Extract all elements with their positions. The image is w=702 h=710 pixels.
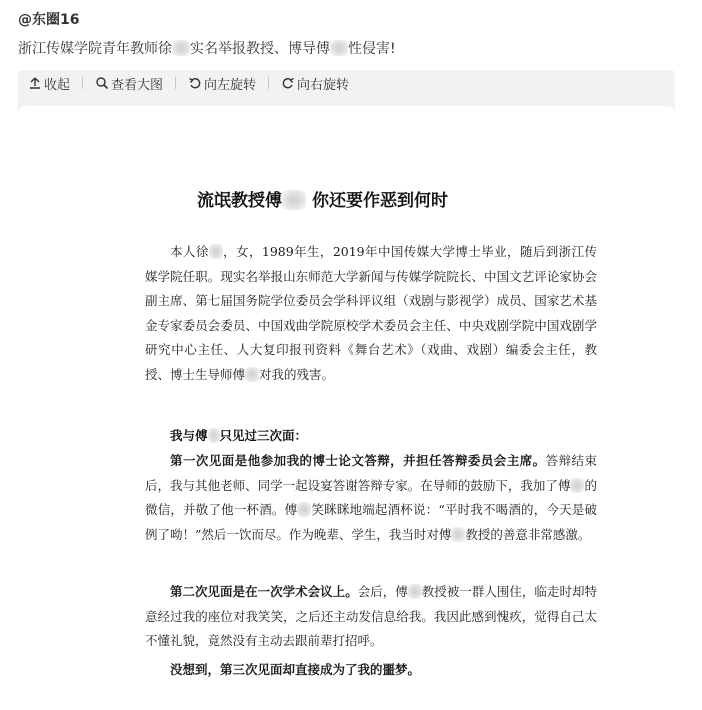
collapse-icon bbox=[28, 76, 42, 90]
post-text-part: 性侵害! bbox=[348, 41, 396, 57]
image-toolbar bbox=[18, 70, 675, 96]
collapse-label: 收起 bbox=[44, 77, 71, 93]
third-meeting-paragraph bbox=[145, 658, 597, 683]
first-part: 答辩结束后，我与其他老师、同学一起设宴答谢答辩专家。在导师的鼓励下，我加了傅 bbox=[145, 453, 597, 493]
rotate-right-button[interactable] bbox=[281, 74, 349, 93]
toolbar-divider bbox=[175, 77, 176, 89]
third-meeting-bold: 没想到，第三次见面却直接成为了我的噩梦。 bbox=[170, 662, 421, 677]
document-title-part: 流氓教授傅 bbox=[197, 191, 282, 211]
second-meeting-bold: 第二次见面是在一次学术会议上。 bbox=[170, 584, 358, 599]
redacted-name-blur bbox=[297, 502, 311, 517]
post-text-part: 实名举报教授、博导傅 bbox=[190, 41, 330, 57]
first-part: 的微信，并敬了他一杯酒。傅 bbox=[145, 477, 597, 517]
redacted-name-blur bbox=[408, 584, 422, 599]
rotate-right-label: 向右旋转 bbox=[297, 77, 350, 93]
redacted-name-blur bbox=[245, 367, 259, 382]
toolbar-divider bbox=[268, 77, 269, 89]
rotate-left-button[interactable] bbox=[188, 74, 256, 93]
first-meeting-paragraph bbox=[145, 449, 597, 547]
second-part: 会后，傅 bbox=[357, 584, 408, 599]
redacted-name-blur bbox=[282, 190, 306, 210]
username[interactable]: @东圈16 bbox=[18, 12, 80, 28]
document-title-part: 你还要作恶到何时 bbox=[312, 191, 448, 211]
first-part: 笑眯眯地端起酒杯说：“平时我不喝酒的，今天是破例了呦！”然后一饮而尽。作为晚辈、学生，我当时对傅 bbox=[145, 502, 597, 542]
document-image[interactable] bbox=[18, 106, 675, 710]
view-large-label: 查看大图 bbox=[111, 77, 164, 93]
rotate-left-icon bbox=[188, 76, 202, 90]
first-meeting-bold: 第一次见面是他参加我的博士论文答辩，并担任答辩委员会主席。 bbox=[170, 453, 546, 468]
second-meeting-paragraph bbox=[145, 580, 597, 654]
redacted-name-blur bbox=[570, 478, 584, 493]
view-large-button[interactable] bbox=[95, 74, 163, 93]
rotate-left-label: 向左旋转 bbox=[204, 77, 257, 93]
search-icon bbox=[95, 76, 109, 90]
redacted-name-blur bbox=[208, 428, 220, 443]
collapse-button[interactable] bbox=[28, 74, 70, 93]
redacted-name-blur bbox=[172, 40, 190, 56]
section-heading bbox=[145, 424, 597, 449]
heading-part: 我与傅 bbox=[170, 428, 208, 443]
second-part: 教授被一群人围住，临走时却特意经过我的座位对我笑笑，之后还主动发信息给我。我因此感到愧疚，觉得自己太不懂礼貌，竟然没有主动去跟前辈打招呼。 bbox=[145, 584, 597, 648]
intro-part: ，女，1989年生，2019年中国传媒大学博士毕业，随后到浙江传媒学院任职。现实名举报山东师范大学新闻与传媒学院院长、中国文艺评论家协会副主席、第七届国务院学位委员会学科评议组（戏剧与影视学）成员、国家艺术基金专家委员会委员、中国戏曲学院原校学术委员会主任、中央戏剧学院中国戏剧学研究中心主任、人大复印报刊资料《舞台艺术》（戏曲、戏剧）编委会主任，教授、博士生导师傅 bbox=[145, 244, 597, 382]
document-title bbox=[197, 186, 448, 211]
first-part: 教授的善意非常感激。 bbox=[465, 526, 591, 542]
redacted-name-blur bbox=[209, 244, 223, 259]
intro-part: 对我的残害。 bbox=[259, 366, 335, 382]
post-text-part: 浙江传媒学院青年教师徐 bbox=[18, 41, 172, 57]
rotate-right-icon bbox=[281, 76, 295, 90]
intro-part: 本人徐 bbox=[170, 244, 209, 259]
intro-paragraph bbox=[145, 240, 597, 387]
heading-part: 只见过三次面： bbox=[219, 428, 308, 443]
post-text bbox=[18, 38, 396, 58]
redacted-name-blur bbox=[330, 40, 348, 56]
media-viewer bbox=[18, 70, 675, 710]
redacted-name-blur bbox=[451, 527, 465, 542]
toolbar-divider bbox=[82, 77, 83, 89]
